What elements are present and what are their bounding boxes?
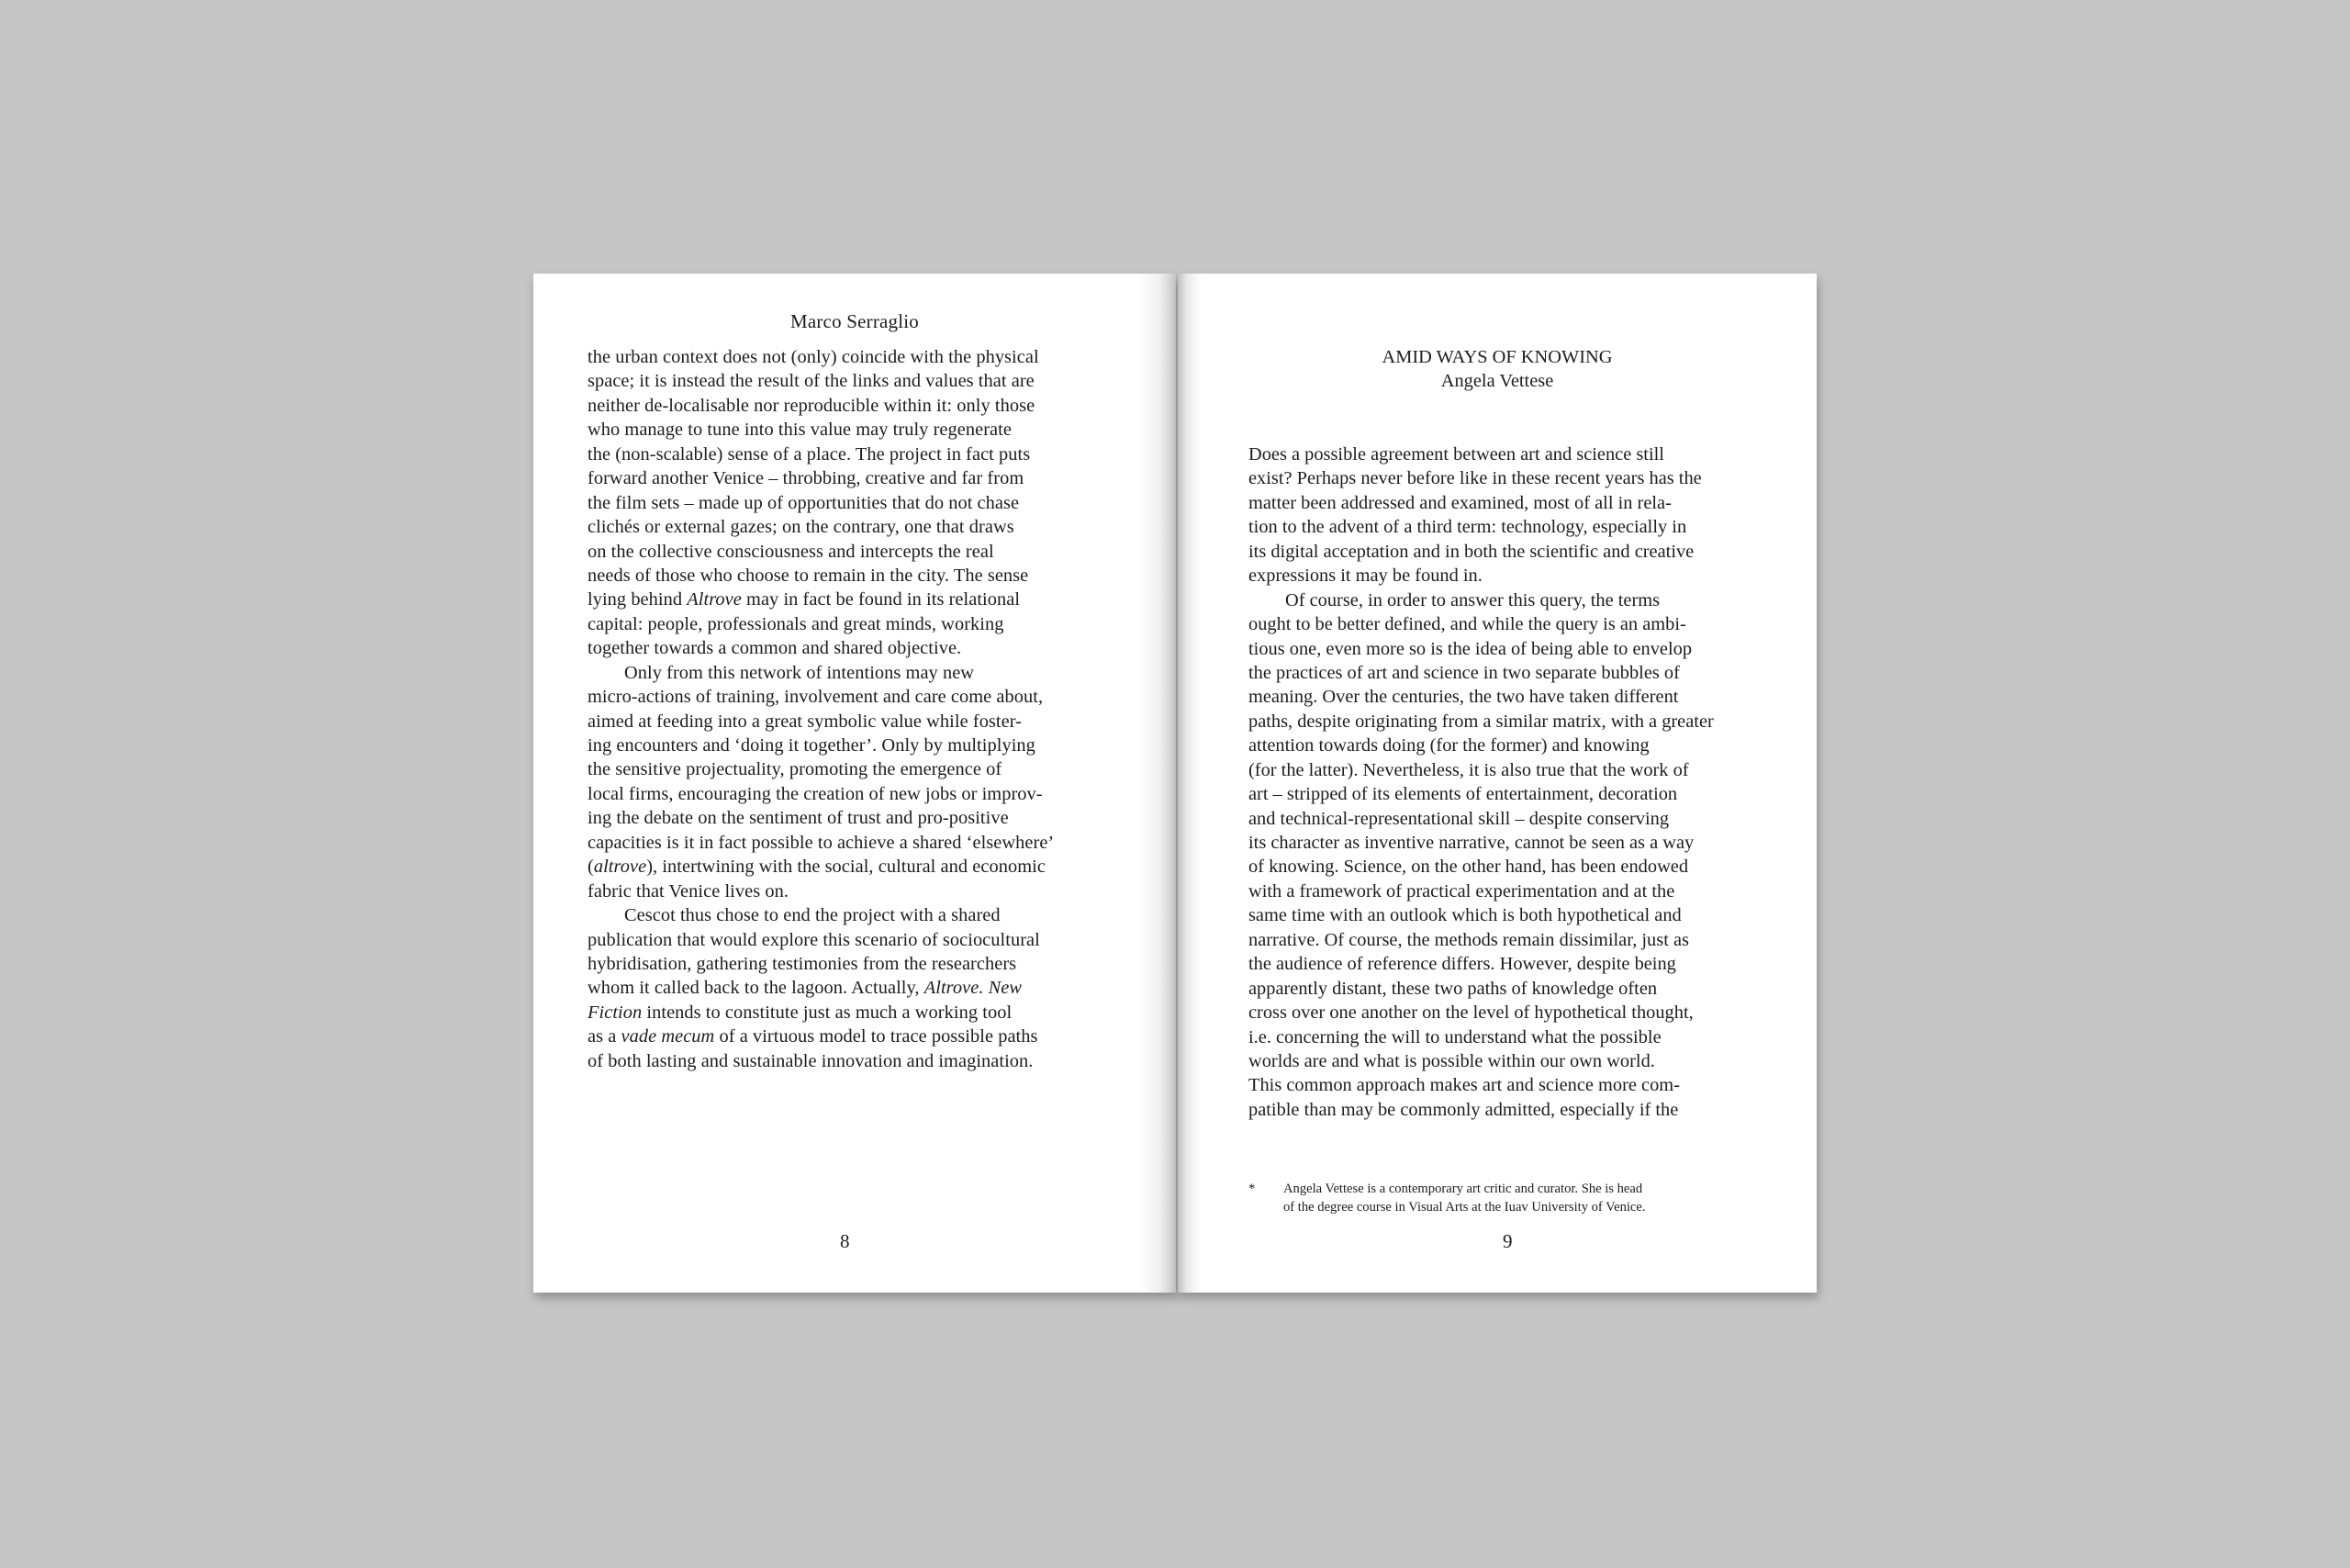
text-line xyxy=(1248,637,1781,661)
text-run: as a xyxy=(588,1026,621,1047)
article-title: AMID WAYS OF KNOWING xyxy=(1382,347,1613,367)
text-run: patible than may be commonly admitted, especially if the xyxy=(1248,1099,1679,1120)
footnote-mark: * xyxy=(1248,1182,1256,1196)
text-run: intends to constitute just as much a working tool xyxy=(642,1002,1013,1023)
text-run: publication that would explore this scenario of sociocultural xyxy=(588,929,1040,950)
text-line xyxy=(1248,1025,1781,1049)
text-line xyxy=(1248,491,1781,515)
text-run: art – stripped of its elements of entertainment, decoration xyxy=(1248,784,1678,805)
text-line xyxy=(588,540,1103,564)
right-page xyxy=(1178,274,1817,1293)
text-run: capacities is it in fact possible to achieve a shared ‘elsewhere’ xyxy=(588,832,1055,853)
text-line xyxy=(588,976,1103,1000)
text-run: paths, despite originating from a similar matrix, with a greater xyxy=(1248,711,1714,732)
text-run: on the collective consciousness and intercepts the real xyxy=(588,541,994,562)
text-run: the sensitive projectuality, promoting the emergence of xyxy=(588,759,1002,780)
text-run: worlds are and what is possible within our own world. xyxy=(1248,1050,1655,1071)
text-run: ing the debate on the sentiment of trust and pro-positive xyxy=(588,808,1009,829)
footnote-line: of the degree course in Visual Arts at the Iuav University of Venice. xyxy=(1283,1199,1646,1215)
text-line xyxy=(1248,1073,1781,1097)
text-run: whom it called back to the lagoon. Actually, xyxy=(588,978,924,999)
text-run: of both lasting and sustainable innovation and imagination. xyxy=(588,1050,1034,1071)
text-line xyxy=(588,661,1103,685)
text-run: and technical-representational skill – despite conserving xyxy=(1248,808,1670,829)
page-number-right: 9 xyxy=(1503,1230,1513,1252)
text-line xyxy=(588,1025,1103,1048)
text-run: Cescot thus chose to end the project with a shared xyxy=(624,905,1001,926)
text-run: expressions it may be found in. xyxy=(1248,566,1483,587)
text-line xyxy=(1248,1049,1781,1073)
text-run: ought to be better defined, and while the query is an ambi- xyxy=(1248,614,1686,635)
text-line xyxy=(1248,734,1781,757)
text-line xyxy=(1248,1001,1781,1025)
text-line xyxy=(588,394,1103,418)
text-run: aimed at feeding into a great symbolic value while foster- xyxy=(588,711,1023,732)
article-author: Angela Vettese xyxy=(1440,371,1554,392)
text-line xyxy=(588,855,1103,879)
text-run: matter been addressed and examined, most of all in rela- xyxy=(1248,492,1672,513)
text-run: the audience of reference differs. However, despite being xyxy=(1248,954,1676,975)
text-run: exist? Perhaps never before like in these recent years has the xyxy=(1248,468,1702,489)
text-run: may in fact be found in its relational xyxy=(741,589,1021,610)
text-line xyxy=(1248,977,1781,1001)
text-run: narrative. Of course, the methods remain dissimilar, just as xyxy=(1248,929,1689,950)
text-run: micro-actions of training, involvement and care come about, xyxy=(588,687,1044,708)
text-run: ing encounters and ‘doing it together’. Only by multiplying xyxy=(588,735,1035,756)
text-line xyxy=(588,442,1103,466)
text-run: the (non-scalable) sense of a place. The project in fact puts xyxy=(588,443,1031,465)
text-line xyxy=(1248,515,1781,539)
text-line xyxy=(588,466,1103,490)
text-line xyxy=(1248,807,1781,831)
text-run: (for the latter). Nevertheless, it is also true that the work of xyxy=(1248,759,1689,780)
italic-text: Fiction xyxy=(588,1002,643,1023)
text-line xyxy=(1248,540,1781,564)
text-run: same time with an outlook which is both hypothetical and xyxy=(1248,905,1682,926)
italic-text: Altrove. New xyxy=(923,978,1023,999)
text-run: tion to the advent of a third term: technology, especially in xyxy=(1248,517,1687,538)
text-line xyxy=(1248,831,1781,855)
text-line xyxy=(1248,588,1781,612)
text-run: tious one, even more so is the idea of being able to envelop xyxy=(1248,638,1693,659)
running-head: Marco Serraglio xyxy=(789,310,920,332)
text-run: attention towards doing (for the former) and knowing xyxy=(1248,735,1650,756)
right-body-text xyxy=(1248,442,1781,1122)
text-run: lying behind xyxy=(588,589,688,610)
text-run: its character as inventive narrative, cannot be seen as a way xyxy=(1248,833,1695,853)
text-line xyxy=(588,345,1103,369)
text-run: space; it is instead the result of the links and values that are xyxy=(588,371,1035,392)
page-number-left: 8 xyxy=(840,1230,850,1252)
text-line xyxy=(588,734,1103,757)
text-run: the film sets – made up of opportunities that do not chase xyxy=(588,492,1020,513)
text-run: its digital acceptation and in both the scientific and creative xyxy=(1248,541,1695,562)
text-line xyxy=(588,636,1103,660)
italic-text: vade mecum xyxy=(621,1026,715,1047)
text-line xyxy=(588,418,1103,442)
text-line xyxy=(1248,1098,1781,1122)
text-line xyxy=(1248,879,1781,903)
text-line xyxy=(1248,903,1781,927)
text-line xyxy=(1248,442,1781,466)
text-run: needs of those who choose to remain in the city. The sense xyxy=(588,565,1029,586)
text-line xyxy=(588,903,1103,927)
book-spread xyxy=(533,274,1817,1293)
text-run: of knowing. Science, on the other hand, has been endowed xyxy=(1248,857,1689,878)
italic-text: Altrove xyxy=(687,589,742,610)
text-line xyxy=(1248,952,1781,976)
footnote-line: Angela Vettese is a contemporary art critic and curator. She is head xyxy=(1283,1182,1643,1196)
text-line xyxy=(1248,564,1781,588)
text-line xyxy=(1248,855,1781,879)
text-line xyxy=(588,879,1103,903)
text-line xyxy=(588,710,1103,734)
text-line xyxy=(588,806,1103,830)
text-line xyxy=(1248,928,1781,952)
text-line xyxy=(1248,782,1781,806)
text-run: Only from this network of intentions may new xyxy=(624,662,975,683)
text-line xyxy=(588,612,1103,636)
text-run: the urban context does not (only) coincide with the physical xyxy=(588,347,1039,367)
text-run: i.e. concerning the will to understand what the possible xyxy=(1248,1026,1662,1047)
text-run: fabric that Venice lives on. xyxy=(588,880,789,902)
text-run: capital: people, professionals and great minds, working xyxy=(588,613,1004,634)
text-line xyxy=(588,757,1103,781)
text-run: cross over one another on the level of hypothetical thought, xyxy=(1248,1002,1694,1024)
text-line xyxy=(588,831,1103,855)
text-line xyxy=(588,369,1103,393)
left-page xyxy=(533,274,1176,1293)
text-line xyxy=(588,928,1103,952)
text-run: together towards a common and shared objective. xyxy=(588,638,962,659)
text-run: meaning. Over the centuries, the two have taken different xyxy=(1248,687,1679,708)
italic-text: altrove xyxy=(593,857,647,878)
text-line xyxy=(1248,466,1781,490)
text-line xyxy=(588,564,1103,588)
text-run: ), intertwining with the social, cultural and economic xyxy=(646,857,1046,878)
text-line xyxy=(588,515,1103,539)
footnote-text xyxy=(1283,1181,1646,1216)
text-line xyxy=(1248,710,1781,734)
text-run: hybridisation, gathering testimonies from the researchers xyxy=(588,953,1017,974)
text-line xyxy=(588,952,1103,976)
article-heading xyxy=(1178,345,1817,394)
left-body-text xyxy=(588,345,1103,1073)
text-run: with a framework of practical experimentation and at the xyxy=(1248,880,1675,902)
text-run: Does a possible agreement between art and science still xyxy=(1248,444,1664,465)
text-run: Of course, in order to answer this query, the terms xyxy=(1285,589,1661,610)
text-run: This common approach makes art and science more com- xyxy=(1248,1075,1680,1096)
text-run: local firms, encouraging the creation of new jobs or improv- xyxy=(588,783,1043,804)
text-run: who manage to tune into this value may truly regenerate xyxy=(588,420,1012,441)
text-line xyxy=(1248,661,1781,685)
text-line xyxy=(588,685,1103,709)
text-line xyxy=(588,588,1103,611)
text-line xyxy=(588,1001,1103,1025)
text-line xyxy=(588,782,1103,806)
text-run: neither de-localisable nor reproducible within it: only those xyxy=(588,395,1035,416)
text-run: apparently distant, these two paths of knowledge often xyxy=(1248,978,1658,999)
text-line xyxy=(588,491,1103,515)
text-line xyxy=(1248,758,1781,782)
text-run: the practices of art and science in two separate bubbles of xyxy=(1248,662,1680,683)
text-line xyxy=(1248,612,1781,636)
text-run: forward another Venice – throbbing, creative and far from xyxy=(588,468,1024,489)
text-line xyxy=(588,1049,1103,1073)
text-line xyxy=(1248,685,1781,709)
text-run: clichés or external gazes; on the contrary, one that draws xyxy=(588,517,1014,538)
text-run: ( xyxy=(588,857,594,878)
text-run: of a virtuous model to trace possible paths xyxy=(714,1026,1038,1047)
